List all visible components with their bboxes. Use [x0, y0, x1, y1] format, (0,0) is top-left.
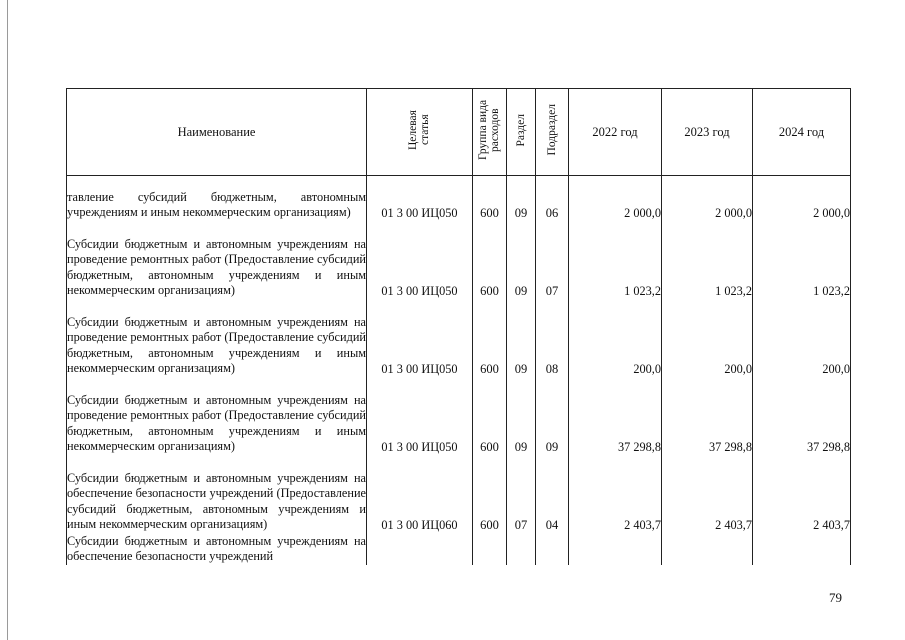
row-target: 01 3 00 ИЦ050: [367, 377, 473, 455]
row-2022: 37 298,8: [569, 377, 662, 455]
page-number: 79: [829, 590, 842, 605]
table-row: [67, 221, 851, 299]
header-subsection-text: Подраздел: [546, 104, 558, 156]
header-expense-group-text: Группа вида расходов: [476, 99, 501, 161]
row-name-text: Субсидии бюджетным и автономным учреждениям на проведение ремонтных работ (Предоставление субсидий бюджетным, автономным учреждениям и иным некоммерческим организациям): [67, 392, 366, 454]
row-2023: 1 023,2: [662, 221, 753, 299]
row-subsection: 06: [536, 176, 569, 222]
table-header-row: [67, 89, 851, 176]
table-row-continued: [67, 533, 851, 565]
row-2024: 200,0: [753, 299, 851, 377]
row-name-text: Субсидии бюджетным и автономным учреждениям на проведение ремонтных работ (Предоставление субсидий бюджетным, автономным учреждениям и иным некоммерческим организациям): [67, 236, 366, 298]
page-binding-line: [7, 0, 8, 640]
row-name-text: Субсидии бюджетным и автономным учреждениям на обеспечение безопасности учреждений (Предоставление субсидий бюджетным, автономным учреждениям и иным некоммерческим организациям): [67, 470, 366, 532]
header-expense-group: [473, 89, 507, 176]
row-2023: 2 000,0: [662, 176, 753, 222]
row-section: 09: [507, 377, 536, 455]
row-section: 09: [507, 221, 536, 299]
row-group: 600: [473, 176, 507, 222]
row-2024: 2 403,7: [753, 455, 851, 533]
row-subsection: 07: [536, 221, 569, 299]
row-name-text: тавление субсидий бюджетным, автономным учреждениям и иным некоммерческим организациям): [67, 189, 366, 220]
row-subsection: 08: [536, 299, 569, 377]
row-section: 09: [507, 176, 536, 222]
budget-table: [66, 88, 851, 565]
row-name-text: Субсидии бюджетным и автономным учреждениям на обеспечение безопасности учреждений: [67, 533, 366, 564]
row-2022: 2 000,0: [569, 176, 662, 222]
row-2024: 37 298,8: [753, 377, 851, 455]
row-2024: 1 023,2: [753, 221, 851, 299]
row-target: 01 3 00 ИЦ050: [367, 221, 473, 299]
row-group: 600: [473, 221, 507, 299]
row-group: 600: [473, 377, 507, 455]
row-target: 01 3 00 ИЦ050: [367, 299, 473, 377]
table-row: [67, 299, 851, 377]
table-row: [67, 176, 851, 222]
row-group: 600: [473, 455, 507, 533]
row-subsection: 09: [536, 377, 569, 455]
row-2023: 2 403,7: [662, 455, 753, 533]
header-2024: 2024 год: [753, 89, 851, 176]
header-2023: 2023 год: [662, 89, 753, 176]
row-group: 600: [473, 299, 507, 377]
row-subsection: 04: [536, 455, 569, 533]
row-section: 09: [507, 299, 536, 377]
table-row: [67, 455, 851, 533]
row-name: [67, 221, 367, 299]
row-name: [67, 377, 367, 455]
row-2022: 2 403,7: [569, 455, 662, 533]
header-target: [367, 89, 473, 176]
row-2022: 200,0: [569, 299, 662, 377]
row-2023: 200,0: [662, 299, 753, 377]
row-target: 01 3 00 ИЦ060: [367, 455, 473, 533]
row-name: [67, 299, 367, 377]
header-name: Наименование: [67, 89, 367, 176]
header-2022: 2022 год: [569, 89, 662, 176]
row-name-text: Субсидии бюджетным и автономным учреждениям на проведение ремонтных работ (Предоставление субсидий бюджетным, автономным учреждениям и иным некоммерческим организациям): [67, 314, 366, 376]
row-name: [67, 533, 367, 565]
row-2022-empty: [569, 533, 662, 565]
row-2023-empty: [662, 533, 753, 565]
row-2024: 2 000,0: [753, 176, 851, 222]
row-group-empty: [473, 533, 507, 565]
row-2022: 1 023,2: [569, 221, 662, 299]
row-section: 07: [507, 455, 536, 533]
row-target: 01 3 00 ИЦ050: [367, 176, 473, 222]
header-section: [507, 89, 536, 176]
table-row: [67, 377, 851, 455]
header-target-text: Целевая статья: [406, 110, 431, 150]
row-name: [67, 455, 367, 533]
row-name: [67, 176, 367, 222]
row-subsection-empty: [536, 533, 569, 565]
row-target-empty: [367, 533, 473, 565]
header-section-text: Раздел: [515, 113, 527, 147]
row-section-empty: [507, 533, 536, 565]
header-subsection: [536, 89, 569, 176]
row-2024-empty: [753, 533, 851, 565]
row-2023: 37 298,8: [662, 377, 753, 455]
